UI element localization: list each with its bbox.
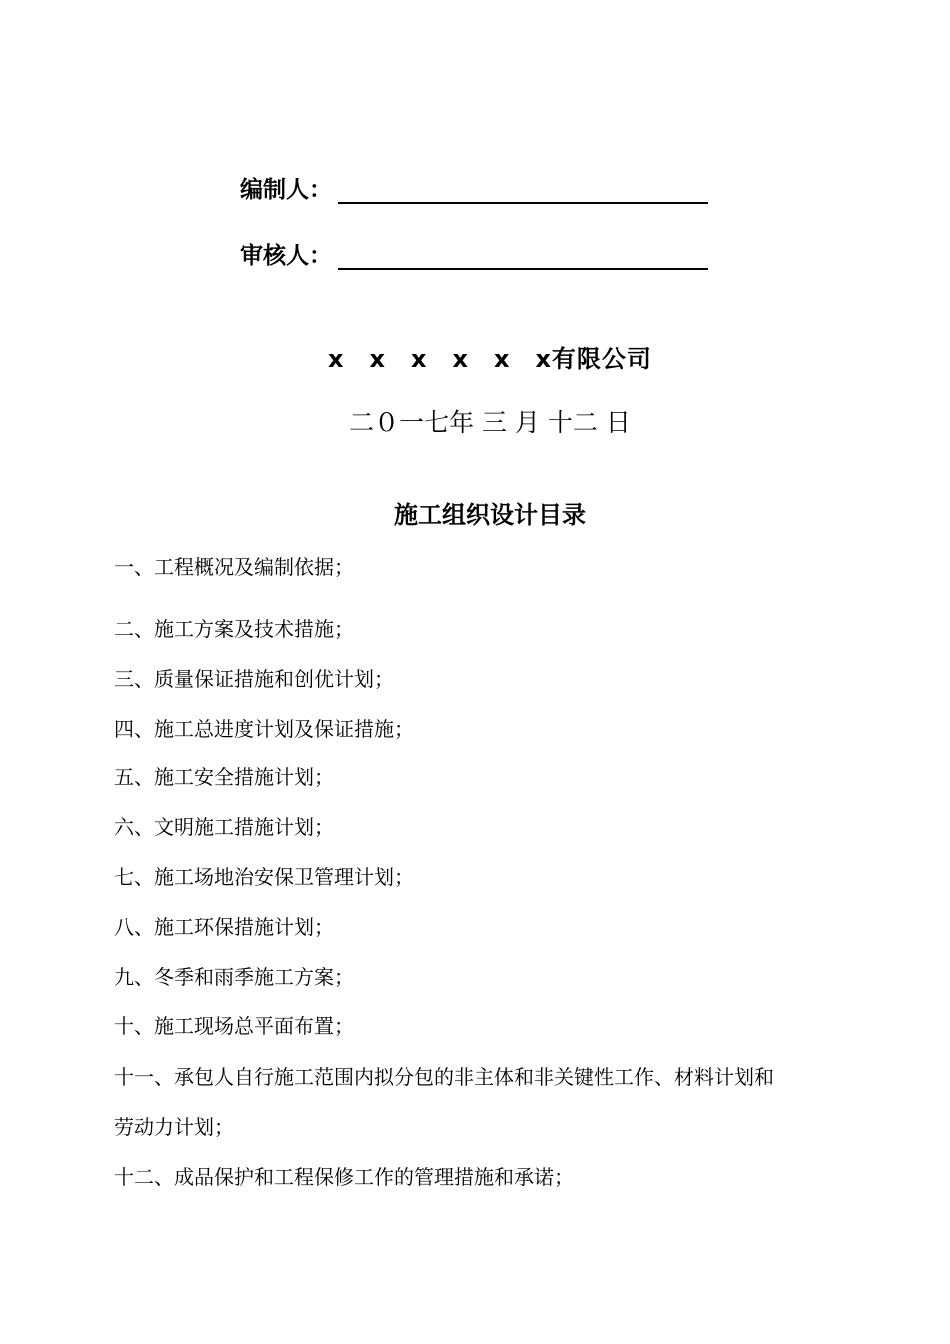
compiler-signature-row (240, 176, 708, 204)
toc-item: 十二、成品保护和工程保修工作的管理措施和承诺； (114, 1165, 574, 1189)
compiler-signature-line (338, 182, 708, 204)
toc-item: 九、冬季和雨季施工方案； (114, 965, 354, 989)
toc-item: 十一、承包人自行施工范围内拟分包的非主体和非关键性工作、材料计划和 (114, 1065, 774, 1089)
reviewer-signature-line (338, 248, 708, 270)
toc-item: 六、文明施工措施计划； (114, 815, 334, 839)
reviewer-signature-row (240, 242, 708, 270)
toc-item: 八、施工环保措施计划； (114, 915, 334, 939)
toc-item: 二、施工方案及技术措施； (114, 617, 354, 641)
toc-item: 十、施工现场总平面布置； (114, 1014, 354, 1038)
toc-item: 劳动力计划； (114, 1115, 234, 1139)
company-name: x x x x x x有限公司 (328, 345, 652, 373)
toc-item: 一、工程概况及编制依据； (114, 555, 354, 579)
toc-item: 五、施工安全措施计划； (114, 765, 334, 789)
toc-title: 施工组织设计目录 (394, 500, 586, 529)
toc-item: 四、施工总进度计划及保证措施； (114, 717, 414, 741)
toc-item: 七、施工场地治安保卫管理计划； (114, 865, 414, 889)
reviewer-label: 审核人： (240, 243, 332, 269)
document-date: 二０一七年 三 月 十二 日 (349, 408, 631, 437)
compiler-label: 编制人： (240, 177, 332, 203)
toc-item: 三、质量保证措施和创优计划； (114, 667, 394, 691)
